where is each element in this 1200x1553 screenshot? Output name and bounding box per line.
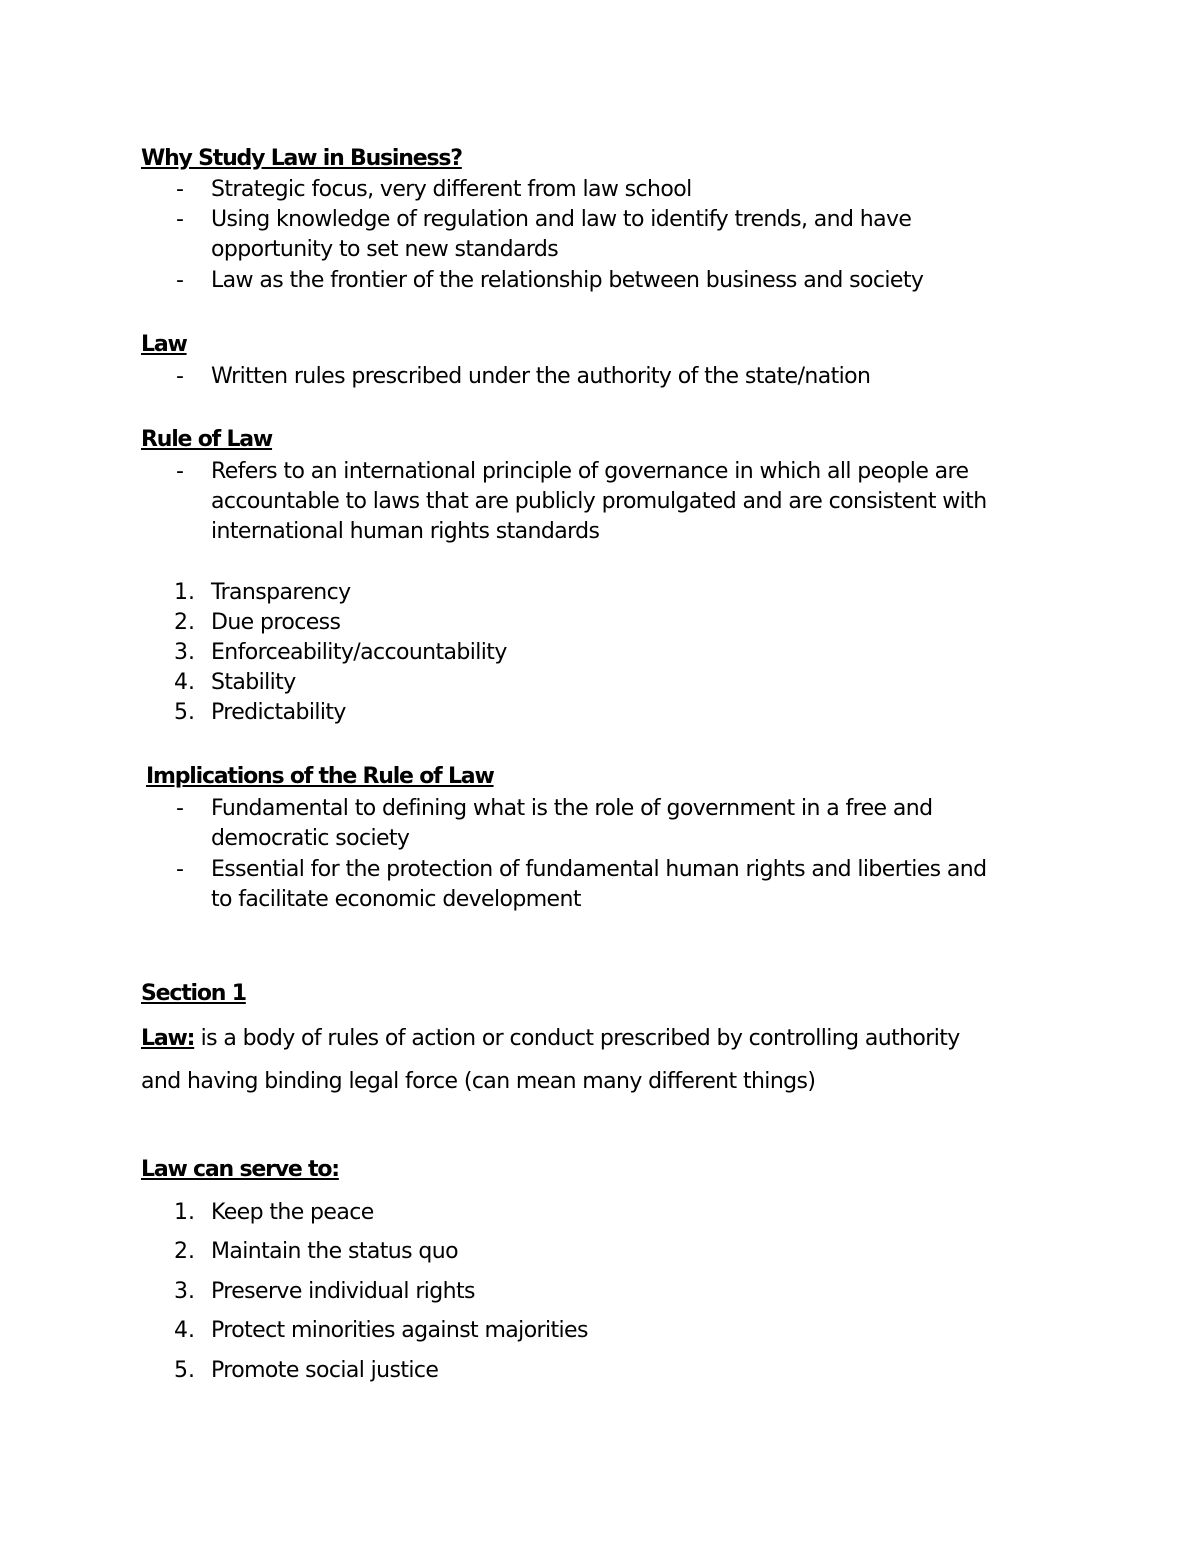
heading-rule-of-law: Rule of Law bbox=[141, 427, 273, 452]
list-item: Maintain the status quo bbox=[211, 1239, 458, 1264]
bullet-marker: - bbox=[176, 268, 184, 293]
list-number: 5. bbox=[174, 700, 195, 725]
list-number: 3. bbox=[174, 640, 195, 665]
list-number: 4. bbox=[174, 670, 195, 695]
list-number: 4. bbox=[174, 1318, 195, 1343]
heading-implications: Implications of the Rule of Law bbox=[146, 764, 494, 789]
list-item: Transparency bbox=[211, 580, 351, 605]
bullet-text-continued: to facilitate economic development bbox=[211, 887, 581, 912]
heading-law-can-serve: Law can serve to: bbox=[141, 1157, 339, 1182]
list-item: Protect minorities against majorities bbox=[211, 1318, 588, 1343]
bullet-text-continued: international human rights standards bbox=[211, 519, 600, 544]
heading-section-1: Section 1 bbox=[141, 981, 246, 1006]
bullet-text: Strategic focus, very different from law school bbox=[211, 177, 692, 202]
bullet-text: Written rules prescribed under the authority of the state/nation bbox=[211, 364, 871, 389]
bullet-text-continued: democratic society bbox=[211, 826, 410, 851]
heading-law: Law bbox=[141, 332, 187, 357]
definition-line-continued: and having binding legal force (can mean many different things) bbox=[141, 1069, 816, 1094]
list-item: Enforceability/accountability bbox=[211, 640, 507, 665]
heading-why-study: Why Study Law in Business? bbox=[141, 146, 462, 171]
list-item: Due process bbox=[211, 610, 341, 635]
list-item: Predictability bbox=[211, 700, 346, 725]
bullet-marker: - bbox=[176, 796, 184, 821]
bullet-text-continued: accountable to laws that are publicly promulgated and are consistent with bbox=[211, 489, 987, 514]
list-item: Stability bbox=[211, 670, 296, 695]
bullet-text: Refers to an international principle of governance in which all people are bbox=[211, 459, 969, 484]
bullet-text: Fundamental to defining what is the role of government in a free and bbox=[211, 796, 933, 821]
list-item: Preserve individual rights bbox=[211, 1279, 475, 1304]
list-number: 2. bbox=[174, 1239, 195, 1264]
bullet-marker: - bbox=[176, 177, 184, 202]
list-number: 1. bbox=[174, 1200, 195, 1225]
bullet-marker: - bbox=[176, 207, 184, 232]
bullet-text: Law as the frontier of the relationship between business and society bbox=[211, 268, 924, 293]
list-number: 5. bbox=[174, 1358, 195, 1383]
definition-line bbox=[141, 1024, 960, 1054]
bullet-marker: - bbox=[176, 364, 184, 389]
list-number: 1. bbox=[174, 580, 195, 605]
list-item: Promote social justice bbox=[211, 1358, 439, 1383]
list-number: 2. bbox=[174, 610, 195, 635]
definition-text: is a body of rules of action or conduct prescribed by controlling authority bbox=[194, 1026, 960, 1051]
list-item: Keep the peace bbox=[211, 1200, 374, 1225]
bullet-text: Essential for the protection of fundamental human rights and liberties and bbox=[211, 857, 987, 882]
list-number: 3. bbox=[174, 1279, 195, 1304]
bullet-text: Using knowledge of regulation and law to identify trends, and have bbox=[211, 207, 912, 232]
bullet-marker: - bbox=[176, 459, 184, 484]
bullet-marker: - bbox=[176, 857, 184, 882]
bullet-text-continued: opportunity to set new standards bbox=[211, 237, 559, 262]
definition-term: Law: bbox=[141, 1026, 195, 1051]
